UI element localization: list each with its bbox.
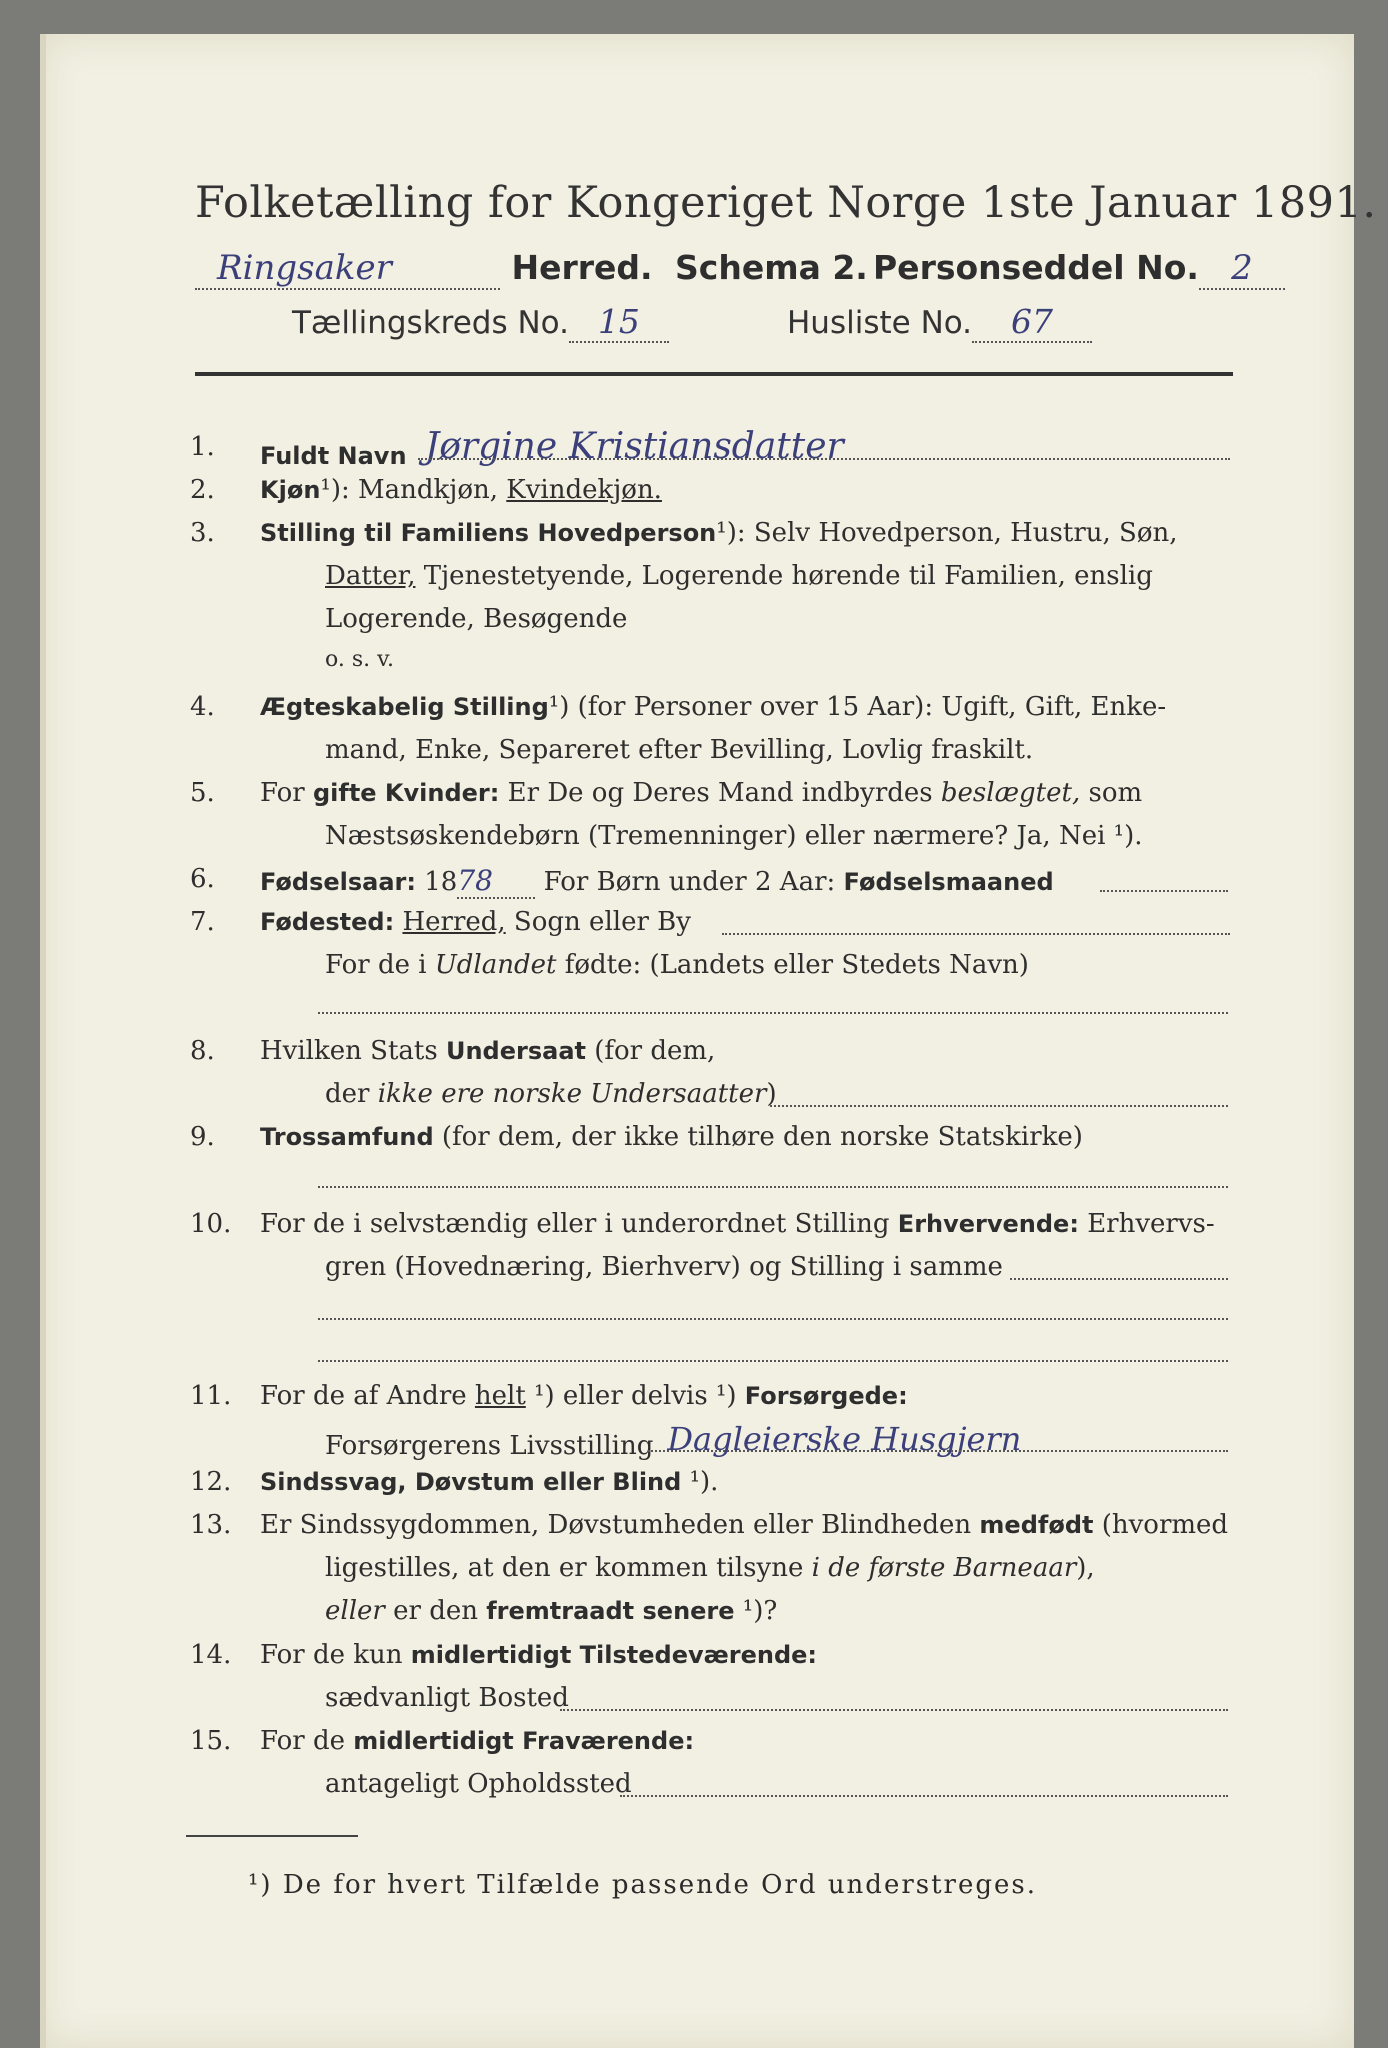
item-number: 9.	[190, 1122, 215, 1152]
personseddel-line	[873, 248, 1285, 290]
item-number: 14.	[190, 1640, 232, 1670]
position-text-d: o. s. v.	[325, 647, 394, 672]
item-11-line-b	[325, 1420, 1022, 1462]
item-number: 12.	[190, 1467, 232, 1497]
full-name-label: Fuldt Navn	[260, 442, 407, 470]
herred-field	[195, 248, 500, 290]
citizenship-label: Undersaat	[445, 1037, 586, 1065]
item-number: 5.	[190, 778, 215, 808]
occupation-line-2	[318, 1318, 1228, 1320]
provider-text: Forsørgerens Livsstilling	[325, 1431, 654, 1461]
religion-label: Trossamfund	[260, 1123, 434, 1151]
position-text-b: Tjenestetyende, Logerende hørende til Familien, enslig	[415, 561, 1153, 591]
item-number: 1.	[190, 432, 215, 462]
footnote-rule	[186, 1835, 358, 1837]
occupation-label: Erhvervende:	[897, 1210, 1079, 1238]
kreds-line	[292, 302, 669, 343]
item-number: 11.	[190, 1381, 232, 1411]
marital-label: Ægteskabelig Stilling	[260, 693, 549, 721]
married-text-a: Er De og Deres Mand indbyrdes	[499, 778, 941, 808]
usual-residence-text: sædvanligt Bosted	[325, 1683, 569, 1713]
full-name-handwriting: Jørgine Kristiansdatter	[424, 426, 844, 467]
birthplace-selected: Herred,	[402, 907, 506, 937]
kreds-label: Tællingskreds No.	[292, 305, 569, 341]
birth-year-label: Fødselsaar:	[260, 868, 416, 896]
personseddel-field	[1199, 248, 1285, 290]
item-number: 10.	[190, 1209, 232, 1239]
birth-year-prefix: 18	[416, 867, 458, 897]
item-number: 15.	[190, 1726, 232, 1756]
birthplace-line	[722, 933, 1230, 935]
herred-line	[195, 248, 653, 290]
husliste-label: Husliste No.	[787, 305, 973, 341]
religion-text: (for dem, der ikke tilhøre den norske Statskirke)	[433, 1122, 1083, 1152]
personseddel-handwriting: 2	[1231, 248, 1253, 288]
married-text-b: Næstsøskendebørn (Tremenninger) eller nærmere? Ja, Nei ¹).	[325, 821, 1143, 851]
item-number: 7.	[190, 907, 215, 937]
husliste-field	[972, 302, 1092, 343]
later-label: fremtraadt senere	[486, 1597, 735, 1625]
congenital-text-b2: ),	[1076, 1553, 1095, 1583]
husliste-line	[787, 302, 1092, 343]
birthplace-label: Fødested:	[260, 908, 395, 936]
congenital-label: medfødt	[979, 1511, 1094, 1539]
position-text-c: Logerende, Besøgende	[325, 604, 628, 634]
supported-text-a2: ¹) eller delvis ¹)	[525, 1381, 745, 1411]
item-8-line-b	[325, 1079, 777, 1109]
item-number: 13.	[190, 1510, 232, 1540]
sex-options-text: ¹): Mandkjøn,	[320, 475, 507, 505]
full-name-line	[418, 458, 1230, 460]
abroad-text: fødte: (Landets eller Stedets Navn)	[556, 950, 1029, 980]
supported-selected: helt	[474, 1381, 526, 1411]
herred-handwriting: Ringsaker	[217, 248, 392, 288]
sex-selected: Kvindekjøn.	[506, 475, 662, 505]
occupation-line-1	[1010, 1278, 1228, 1280]
citizenship-text-b: )	[766, 1079, 777, 1109]
kreds-handwriting: 15	[597, 302, 640, 341]
birth-month-label: Fødselsmaaned	[843, 868, 1054, 896]
item-13-line-c	[325, 1596, 777, 1626]
temp-present-text: For de kun	[260, 1640, 411, 1670]
occupation-line-3	[318, 1360, 1228, 1362]
temp-present-label: midlertidigt Tilstedeværende:	[410, 1641, 818, 1669]
occupation-text-a: For de i selvstændig eller i underordnet Stilling	[260, 1209, 898, 1239]
sex-label: Kjøn	[260, 476, 321, 504]
supported-text-a: For de af Andre	[260, 1381, 475, 1411]
married-text-a2: som	[1080, 778, 1143, 808]
form-title: Folketælling for Kongeriget Norge 1ste Januar 1891.	[195, 178, 1377, 228]
birth-year-handwriting: 78	[457, 864, 493, 897]
provider-handwriting: Dagleierske Husgjern	[667, 1420, 1022, 1458]
later-text: er den	[384, 1596, 487, 1626]
birth-year-field	[457, 864, 535, 899]
married-pre: For	[260, 778, 313, 808]
schema-label: Schema 2.	[675, 248, 868, 287]
personseddel-label: Personseddel No.	[873, 248, 1199, 287]
item-number: 6.	[190, 864, 215, 894]
position-label: Stilling til Familiens Hovedperson	[260, 519, 717, 547]
temp-absent-label: midlertidigt Fraværende:	[353, 1727, 695, 1755]
herred-label: Herred.	[511, 248, 653, 287]
marital-text-b: mand, Enke, Separeret efter Bevilling, Lovlig fraskilt.	[325, 735, 1034, 765]
position-text-a: ¹): Selv Hovedperson, Hustru, Søn,	[716, 518, 1178, 548]
item-number: 4.	[190, 692, 215, 722]
abroad-pre: For de i	[325, 950, 435, 980]
citizenship-italic: ikke ere norske Undersaatter	[377, 1079, 767, 1109]
item-13-line-b	[325, 1553, 1095, 1583]
congenital-text-a2: (hvormed	[1093, 1510, 1229, 1540]
item-number: 8.	[190, 1036, 215, 1066]
kreds-field	[569, 302, 669, 343]
probable-residence-line	[620, 1795, 1228, 1797]
abroad-line	[318, 1012, 1228, 1014]
congenital-text-b: ligestilles, at den er kommen tilsyne	[325, 1553, 812, 1583]
husliste-handwriting: 67	[1011, 302, 1054, 341]
page-edge	[40, 34, 46, 2048]
abroad-italic: Udlandet	[434, 950, 557, 980]
later-text-2: ¹)?	[734, 1596, 778, 1626]
position-selected: Datter,	[325, 561, 416, 591]
disability-label: Sindssvag, Døvstum eller Blind	[260, 1468, 682, 1496]
marital-text-a: ¹) (for Personer over 15 Aar): Ugift, Gift, Enke-	[548, 692, 1167, 722]
probable-residence-text: antageligt Opholdssted	[325, 1769, 632, 1799]
item-number: 2.	[190, 475, 215, 505]
provider-line	[648, 1450, 1228, 1452]
married-italic: beslægtet,	[940, 778, 1081, 808]
usual-residence-line	[560, 1709, 1228, 1711]
citizenship-pre: der	[325, 1079, 378, 1109]
congenital-italic: i de første Barneaar	[811, 1553, 1077, 1583]
citizenship-text-a2: (for dem,	[585, 1036, 716, 1066]
later-italic: eller	[325, 1596, 385, 1626]
citizenship-text-a: Hvilken Stats	[260, 1036, 446, 1066]
occupation-text-a2: Erhvervs-	[1078, 1209, 1215, 1239]
birth-year-text: For Børn under 2 Aar:	[535, 867, 844, 897]
occupation-text-b: gren (Hovednæring, Bierhverv) og Stilling i samme	[325, 1252, 1003, 1282]
married-label: gifte Kvinder:	[312, 779, 500, 807]
supported-label: Forsørgede:	[744, 1382, 908, 1410]
birth-month-line	[1100, 890, 1228, 892]
item-number: 3.	[190, 518, 215, 548]
birthplace-text: Sogn eller By	[505, 907, 691, 937]
item-3-line-b	[325, 561, 1153, 591]
disability-text: ¹).	[681, 1467, 719, 1497]
congenital-text-a: Er Sindssygdommen, Døvstumheden eller Blindheden	[260, 1510, 980, 1540]
citizenship-line	[770, 1105, 1228, 1107]
header-rule	[195, 372, 1233, 376]
footnote: ¹) De for hvert Tilfælde passende Ord understreges.	[248, 1870, 1038, 1900]
temp-absent-text: For de	[260, 1726, 354, 1756]
item-7-line-b	[325, 950, 1029, 980]
religion-line	[318, 1186, 1228, 1188]
